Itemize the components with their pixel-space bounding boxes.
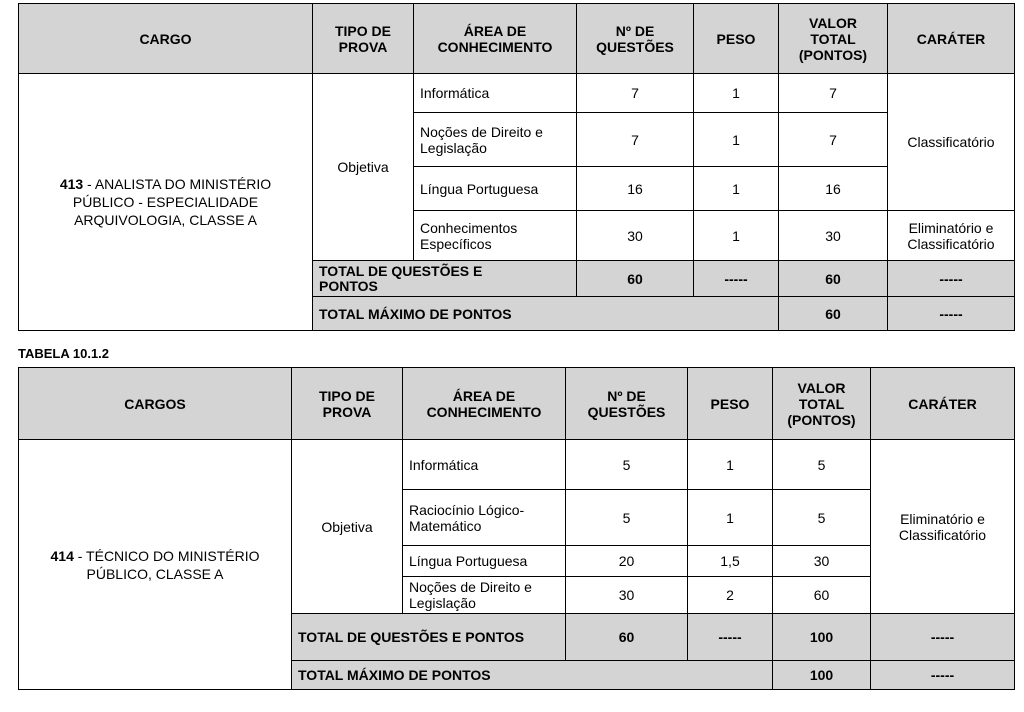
cargo-code: 413: [59, 176, 84, 192]
header-peso: PESO: [688, 368, 773, 440]
header-cargos: CARGOS: [19, 368, 292, 440]
total-maximo-value: 100: [773, 661, 871, 690]
area-cell: Conhecimentos Específicos: [414, 211, 577, 261]
total-maximo-carater: -----: [871, 661, 1015, 690]
header-row: [19, 368, 1015, 440]
header-cargo: CARGO: [19, 4, 313, 74]
total-carater-value: -----: [871, 614, 1015, 661]
table-414: [18, 367, 1015, 690]
peso-cell: 2: [688, 577, 773, 614]
header-carater: CARÁTER: [888, 4, 1015, 74]
table-row: [19, 440, 1015, 490]
area-cell: Informática: [414, 74, 577, 113]
questoes-cell: 5: [566, 440, 688, 490]
questoes-cell: 7: [577, 113, 694, 167]
peso-cell: 1: [694, 74, 779, 113]
header-tipo-prova: TIPO DE PROVA: [313, 4, 414, 74]
total-carater-value: -----: [888, 261, 1015, 297]
header-valor-total: VALOR TOTAL (PONTOS): [779, 4, 888, 74]
questoes-cell: 30: [566, 577, 688, 614]
tipo-prova-cell: Objetiva: [313, 74, 414, 261]
cargo-cell: 414 - TÉCNICO DO MINISTÉRIO PÚBLICO, CLASSE A: [19, 440, 292, 690]
area-cell: Informática: [403, 440, 566, 490]
peso-cell: 1: [694, 211, 779, 261]
carater-cell: Eliminatório e Classificatório: [871, 440, 1015, 614]
questoes-cell: 20: [566, 546, 688, 577]
header-area: ÁREA DE CONHECIMENTO: [414, 4, 577, 74]
valor-cell: 5: [773, 490, 871, 546]
cargo-code: 414: [50, 547, 74, 564]
valor-cell: 30: [779, 211, 888, 261]
header-peso: PESO: [694, 4, 779, 74]
valor-cell: 7: [779, 113, 888, 167]
table-caption: TABELA 10.1.2: [18, 346, 110, 361]
total-questoes-value: 60: [577, 261, 694, 297]
total-maximo-value: 60: [779, 297, 888, 331]
carater-cell: Eliminatório e Classificatório: [888, 211, 1015, 261]
peso-cell: 1: [694, 113, 779, 167]
total-questoes-label: TOTAL DE QUESTÕES E PONTOS: [292, 614, 566, 661]
header-tipo-prova: TIPO DE PROVA: [292, 368, 403, 440]
questoes-cell: 7: [577, 74, 694, 113]
peso-cell: 1: [688, 440, 773, 490]
header-area: ÁREA DE CONHECIMENTO: [403, 368, 566, 440]
valor-cell: 30: [773, 546, 871, 577]
peso-cell: 1: [688, 490, 773, 546]
cargo-cell: 413 - ANALISTA DO MINISTÉRIO PÚBLICO - ESPECIALIDADE ARQUIVOLOGIA, CLASSE A: [19, 74, 313, 331]
questoes-cell: 16: [577, 167, 694, 211]
total-maximo-label: TOTAL MÁXIMO DE PONTOS: [292, 661, 773, 690]
valor-cell: 7: [779, 74, 888, 113]
header-num-questoes: Nº DE QUESTÕES: [566, 368, 688, 440]
area-cell: Língua Portuguesa: [414, 167, 577, 211]
table-row: [19, 74, 1015, 113]
total-maximo-label: TOTAL MÁXIMO DE PONTOS: [313, 297, 779, 331]
total-peso-value: -----: [694, 261, 779, 297]
carater-cell: Classificatório: [888, 74, 1015, 211]
total-questoes-value: 60: [566, 614, 688, 661]
questoes-cell: 5: [566, 490, 688, 546]
peso-cell: 1,5: [688, 546, 773, 577]
total-valor-value: 60: [779, 261, 888, 297]
area-cell: Língua Portuguesa: [403, 546, 566, 577]
area-cell: Noções de Direito e Legislação: [403, 577, 566, 614]
area-cell: Noções de Direito e Legislação: [414, 113, 577, 167]
total-peso-value: -----: [688, 614, 773, 661]
valor-cell: 60: [773, 577, 871, 614]
header-carater: CARÁTER: [871, 368, 1015, 440]
header-row: [19, 4, 1015, 74]
total-valor-value: 100: [773, 614, 871, 661]
questoes-cell: 30: [577, 211, 694, 261]
area-cell: Raciocínio Lógico- Matemático: [403, 490, 566, 546]
valor-cell: 16: [779, 167, 888, 211]
valor-cell: 5: [773, 440, 871, 490]
peso-cell: 1: [694, 167, 779, 211]
tipo-prova-cell: Objetiva: [292, 440, 403, 614]
table-413: [18, 3, 1015, 331]
total-maximo-carater: -----: [888, 297, 1015, 331]
header-num-questoes: Nº DE QUESTÕES: [577, 4, 694, 74]
header-valor-total: VALOR TOTAL (PONTOS): [773, 368, 871, 440]
total-questoes-label: TOTAL DE QUESTÕES E PONTOS: [313, 261, 577, 297]
